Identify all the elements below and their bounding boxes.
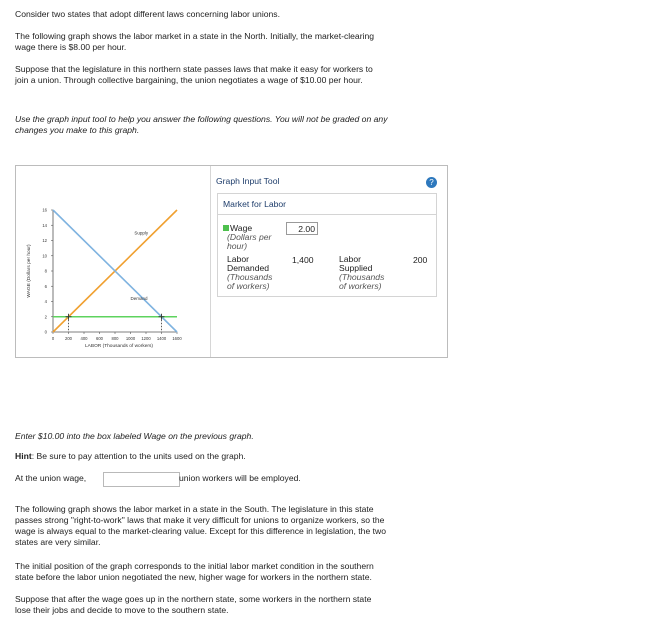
wage-unit: (Dollars per hour) (227, 232, 272, 251)
hint: Hint: Be sure to pay attention to the units used on the graph. (15, 451, 246, 461)
y-axis-label: WAGE (Dollars per hour) (27, 244, 32, 298)
y-tick-label: 0 (44, 329, 47, 335)
labor-market-graph[interactable] (16, 166, 210, 357)
y-tick-label: 14 (42, 222, 47, 228)
south-paragraph-2: The initial position of the graph corresponds to the initial labor market condition in the southern state before the labor union negotiated the new, higher wage for workers in the northern state. (15, 561, 374, 582)
y-tick-label: 10 (42, 253, 47, 259)
labor-supplied-label: Labor Supplied (339, 254, 373, 273)
x-tick-label: 1400 (156, 336, 167, 341)
question-suffix: union workers will be employed. (179, 473, 301, 483)
help-icon[interactable]: ? (426, 177, 437, 188)
x-tick-label: 800 (111, 336, 119, 341)
labor-supplied-value: 200 (413, 255, 428, 265)
labor-supplied-unit: (Thousands of workers) (339, 272, 385, 291)
y-tick-label: 12 (42, 238, 47, 243)
labor-demanded-unit: (Thousands of workers) (227, 272, 273, 291)
y-tick-label: 4 (44, 299, 47, 304)
south-paragraph-3: Suppose that after the wage goes up in the northern state, some workers in the northern state lose their jobs and decide to move to the southern state. (15, 594, 372, 615)
y-tick-label: 16 (42, 207, 47, 213)
graph-input-tool-title: Graph Input Tool (216, 176, 280, 186)
market-for-labor-header: Market for Labor (218, 194, 436, 215)
x-tick-label: 1000 (125, 336, 136, 341)
intro-paragraph-3: Suppose that the legislature in this northern state passes laws that make it easy for workers to join a union. Through collective bargaining, the union negotiates a wage of $10.00 per hour. (15, 64, 373, 85)
union-workers-employed-input[interactable] (103, 472, 180, 487)
x-tick-label: 0 (51, 336, 55, 341)
panel-divider (210, 166, 211, 357)
y-tick-label: 2 (44, 314, 47, 320)
intro-paragraph-1: Consider two states that adopt different laws concerning labor unions. (15, 9, 280, 19)
y-tick-label: 8 (44, 268, 47, 274)
south-paragraph-1: The following graph shows the labor market in a state in the South. The legislature in this state passes strong "right-to-work" laws that make it very difficult for unions to organize workers, so the wage is always equal to the market-clearing value. Except for this difference in legislation, the two states are very similar. (15, 504, 386, 547)
graph-panel (15, 165, 448, 358)
supply-curve-label: Supply (134, 230, 149, 236)
question-prefix: At the union wage, (15, 473, 87, 483)
x-tick-label: 1600 (172, 336, 182, 341)
y-tick-label: 6 (44, 283, 47, 289)
x-tick-label: 400 (80, 336, 88, 341)
intro-paragraph-2: The following graph shows the labor market in a state in the North. Initially, the market-clearing wage there is $8.00 per hour. (15, 31, 375, 52)
x-axis-label: LABOR (Thousands of workers) (85, 344, 153, 349)
x-tick-label: 200 (65, 336, 72, 341)
wage-input[interactable]: 2.00 (286, 222, 318, 235)
demand-curve-label: Demand (130, 295, 148, 301)
wage-color-swatch (223, 225, 229, 231)
x-tick-label: 1200 (141, 336, 151, 341)
question-instruction: Enter $10.00 into the box labeled Wage on the previous graph. (15, 431, 254, 441)
hint-label: Hint (15, 451, 32, 461)
wage-label: Wage (223, 224, 252, 233)
x-tick-label: 600 (96, 336, 103, 341)
labor-demanded-label: Labor Demanded (227, 254, 270, 273)
graph-instructions: Use the graph input tool to help you answer the following questions. You will not be graded on any changes you make to this graph. (15, 114, 388, 135)
labor-demanded-value: 1,400 (292, 255, 314, 265)
